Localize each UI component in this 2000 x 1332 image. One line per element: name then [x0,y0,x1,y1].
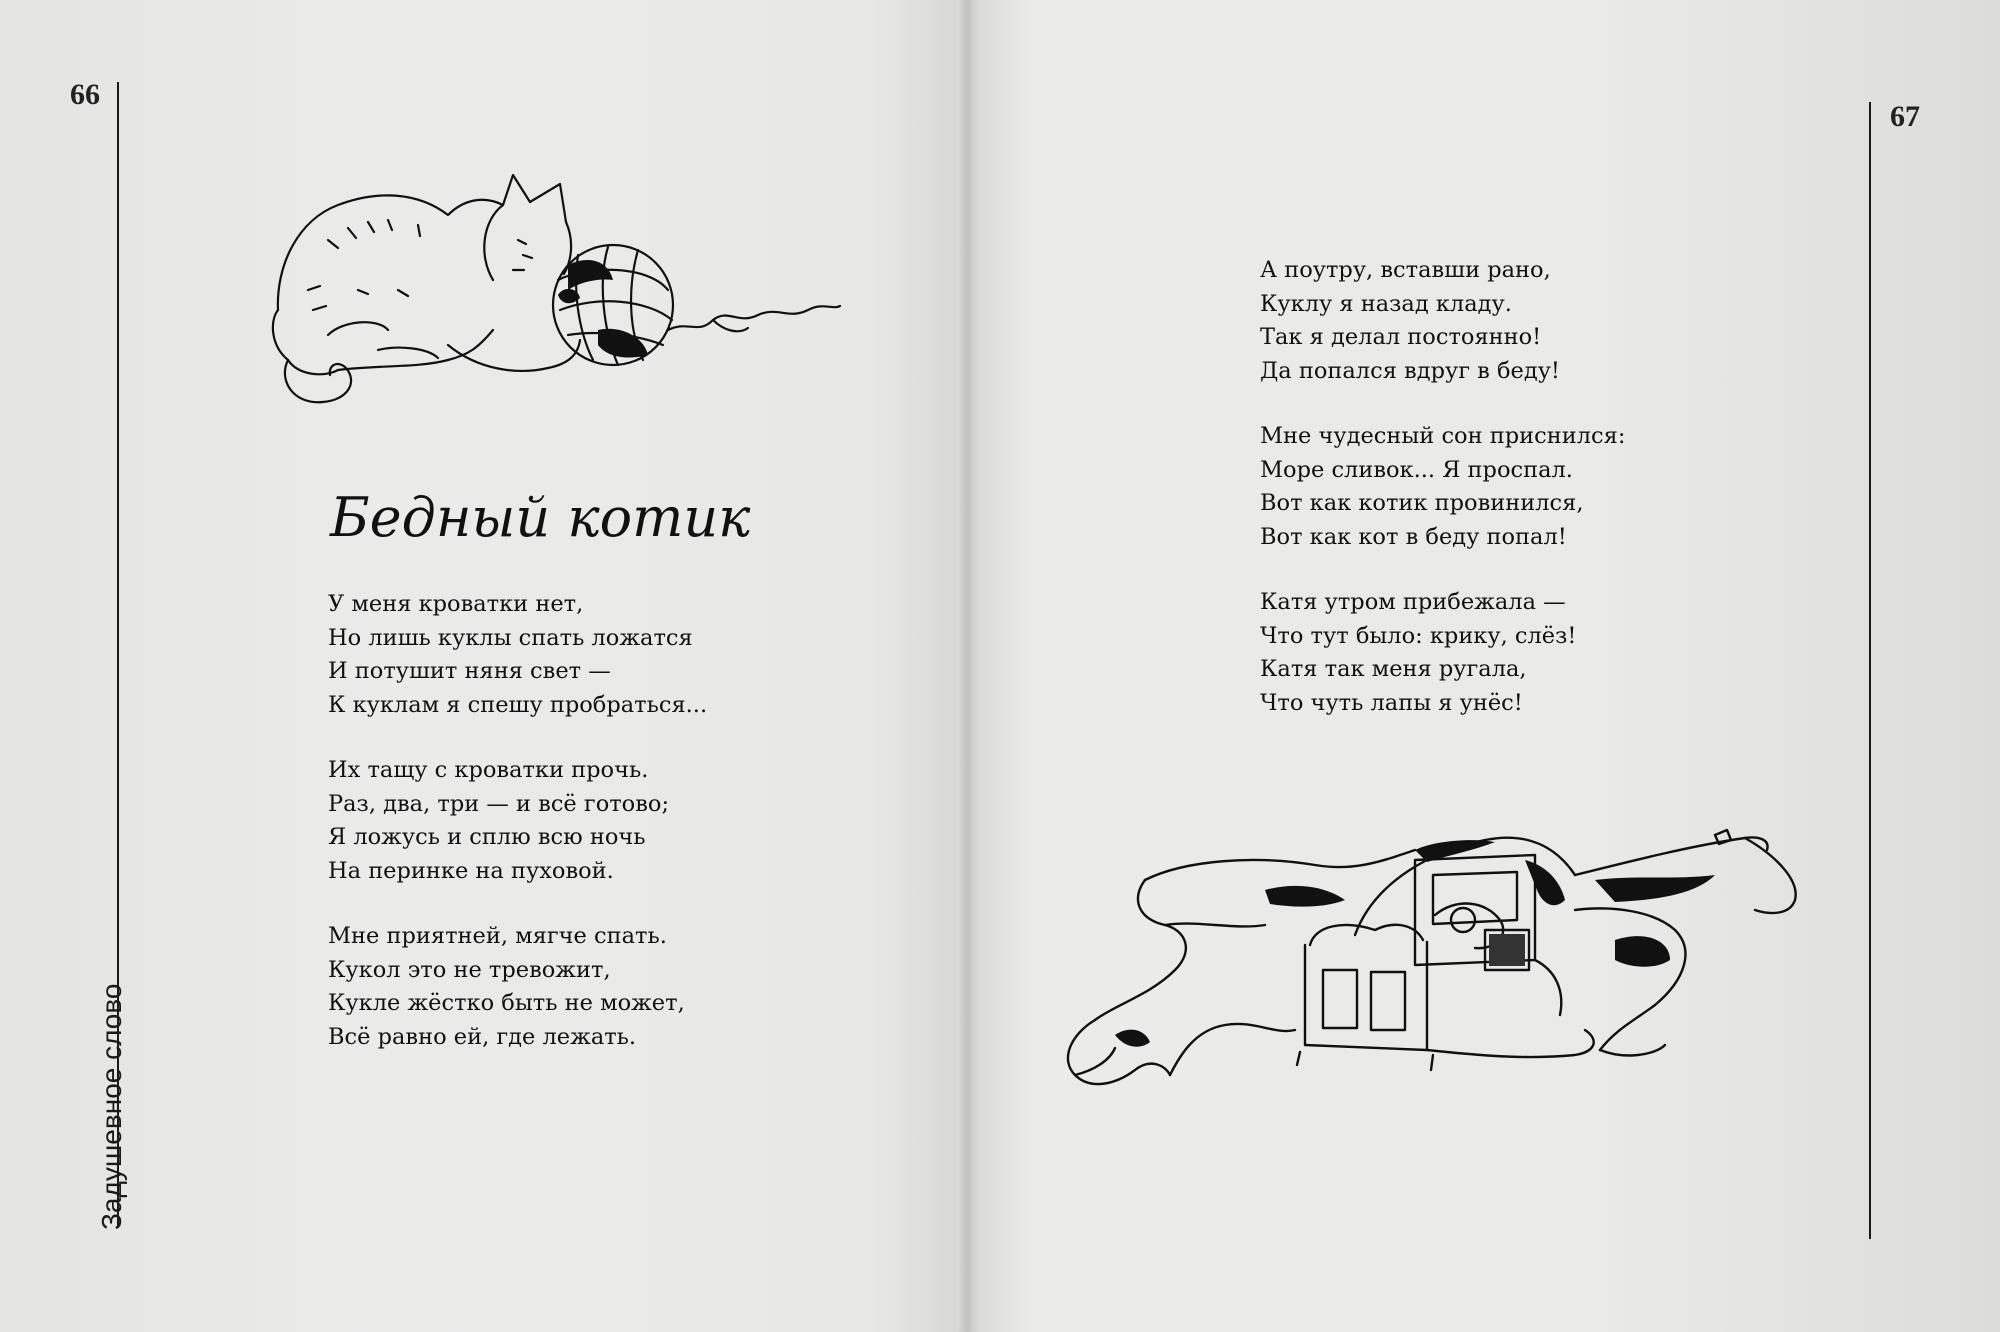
stanza [1260,254,1625,388]
poem-line: Вот как кот в беду попал! [1260,523,1567,550]
stanza [328,920,707,1054]
poem-line: Их тащу с кроватки прочь. [328,757,649,783]
poem-line: К куклам я спешу пробраться... [328,691,708,718]
poem-line: Я ложусь и сплю всю ночь [328,824,646,850]
poem-line: Так я делал постоянно! [1260,324,1542,350]
left-poem-body [328,588,707,1086]
page-number-right: 67 [1890,100,1920,133]
poem-line: Но лишь куклы спать ложатся [328,624,693,651]
stanza [1260,420,1625,554]
stanza [1260,586,1625,720]
poem-line: Куклу я назад кладу. [1260,290,1512,317]
poem-line: Мне приятней, мягче спать. [328,923,667,949]
cat-with-yarn-ball-illustration [268,170,848,420]
poem-line: Что чуть лапы я унёс! [1260,689,1523,716]
left-page [0,0,968,1332]
poem-line: У меня кроватки нет, [328,591,584,617]
poem-line: Да попался вдруг в беду! [1260,357,1560,384]
poem-line: И потушит няня свет — [328,658,611,684]
poem-line: Катя так меня ругала, [1260,656,1527,682]
poem-line: Море сливок... Я проспал. [1260,456,1573,483]
book-gutter [958,0,980,1332]
poem-title: Бедный котик [330,486,751,549]
poem-line: Раз, два, три — и всё готово; [328,790,670,817]
poem-line: А поутру, вставши рано, [1260,257,1551,283]
running-head: Задушевное слово [96,983,127,1230]
poem-line: Мне чудесный сон приснился: [1260,423,1626,449]
doll-bed-with-blanket-illustration [1055,820,1815,1100]
poem-line: Всё равно ей, где лежать. [328,1023,637,1050]
poem-line: На перинке на пуховой. [328,857,614,884]
stanza [328,754,707,888]
poem-line: Катя утром прибежала — [1260,589,1566,615]
right-poem-body [1260,254,1625,752]
poem-line: Вот как котик провинился, [1260,490,1584,516]
poem-line: Кукол это не тревожит, [328,956,611,983]
page-number-left: 66 [70,78,100,111]
poem-line: Кукле жёстко быть не может, [328,990,685,1016]
stanza [328,588,707,722]
poem-line: Что тут было: крику, слёз! [1260,622,1577,649]
right-vertical-rule [1869,102,1871,1239]
